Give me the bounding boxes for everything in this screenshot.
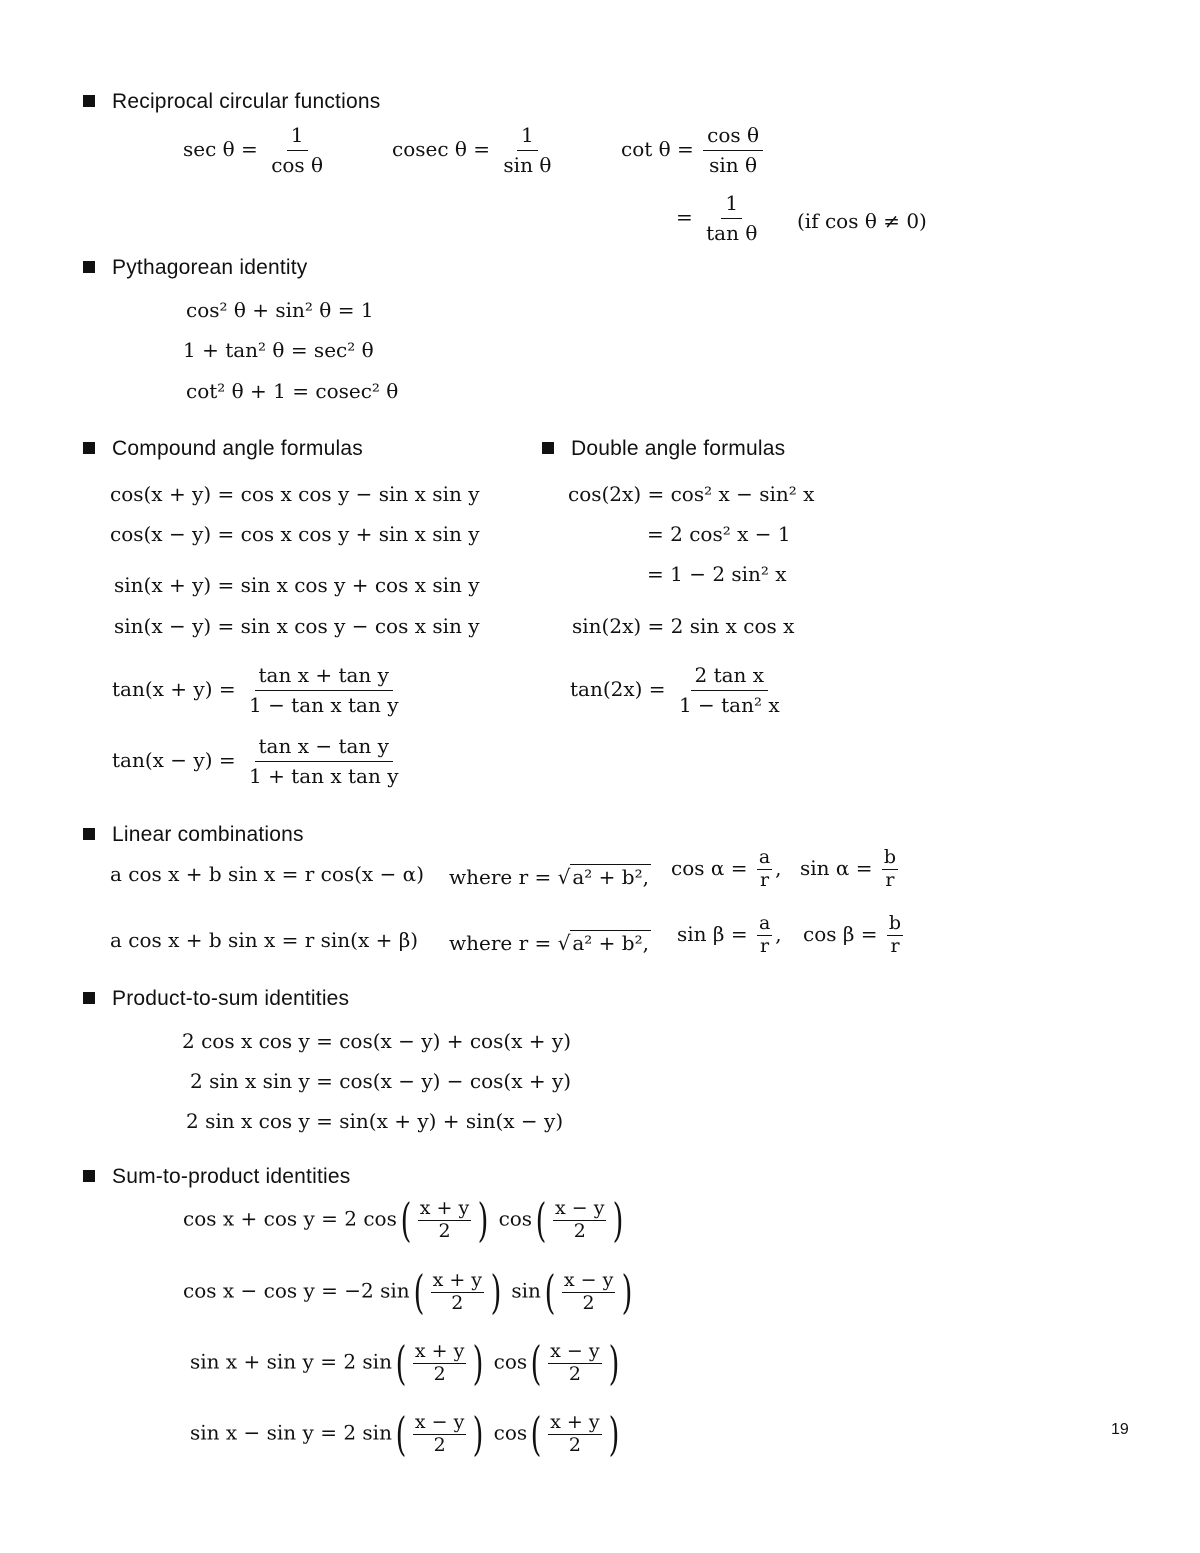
- left-paren: (: [535, 1193, 547, 1247]
- right-paren: ): [613, 1193, 624, 1247]
- function-name: cos: [493, 1349, 528, 1374]
- comma: ,: [775, 921, 782, 946]
- denominator: 1 + tan x tan y: [248, 764, 399, 788]
- numerator: x − y: [563, 1268, 614, 1291]
- pythagorean-3: cot² θ + 1 = cosec² θ: [186, 379, 399, 403]
- formula-lhs: sin x + sin y = 2 sin: [190, 1349, 392, 1374]
- numerator: x − y: [414, 1410, 465, 1433]
- heading-text: Double angle formulas: [571, 437, 786, 460]
- denominator: r: [759, 868, 770, 891]
- right-paren: ): [608, 1407, 619, 1461]
- right-paren: ): [621, 1265, 633, 1319]
- fraction: [548, 1341, 601, 1386]
- numerator: tan x + tan y: [255, 664, 393, 691]
- left-paren: (: [400, 1193, 412, 1247]
- product-to-sum-1: 2 cos x cos y = cos(x − y) + cos(x + y): [182, 1029, 572, 1053]
- heading-compound: [83, 437, 363, 461]
- fraction: [431, 1270, 484, 1315]
- bracketed-fraction: [541, 1265, 636, 1319]
- numerator: x + y: [432, 1268, 483, 1291]
- denominator: 1 − tan² x: [678, 693, 780, 717]
- formula-lhs: cos α =: [671, 855, 748, 880]
- bullet-square-icon: [83, 992, 95, 1004]
- denominator: sin θ: [709, 153, 758, 177]
- formula-cot-alt: [676, 192, 764, 245]
- bracketed-fraction: [410, 1265, 505, 1319]
- double-cos-3: = 1 − 2 sin² x: [647, 562, 787, 586]
- bullet-square-icon: [83, 828, 95, 840]
- compound-cos-sum: cos(x + y) = cos x cos y − sin x sin y: [110, 482, 480, 506]
- left-paren: (: [395, 1336, 407, 1390]
- sum-to-product-1: [183, 1193, 627, 1247]
- formula-cosec: [392, 124, 558, 177]
- formula-lhs: cos x − cos y = −2 sin: [183, 1278, 410, 1303]
- numerator: 2 tan x: [691, 664, 769, 691]
- right-paren: ): [608, 1336, 619, 1390]
- fraction: [702, 192, 761, 245]
- heading-reciprocal: [83, 90, 380, 114]
- numerator: 1: [517, 124, 538, 151]
- sqrt-radicand: a² + b²,: [572, 931, 649, 955]
- formula-lhs: sin α =: [800, 855, 873, 880]
- heading-text: Sum-to-product identities: [112, 1165, 351, 1188]
- fraction: [245, 664, 403, 717]
- heading-linear: [83, 823, 304, 847]
- compound-tan-sum: [112, 664, 406, 717]
- bracketed-fraction: [397, 1193, 492, 1247]
- numerator: 1: [287, 124, 308, 151]
- formula-sec: [183, 124, 330, 177]
- pythagorean-2: 1 + tan² θ = sec² θ: [183, 338, 374, 362]
- bracketed-fraction: [392, 1336, 487, 1390]
- fraction: [245, 735, 403, 788]
- formula-lhs: sin β =: [677, 921, 748, 946]
- double-cos-1: cos(2x) = cos² x − sin² x: [568, 482, 815, 506]
- bullet-square-icon: [542, 442, 554, 454]
- sqrt-radicand: a² + b²,: [572, 865, 649, 889]
- bracketed-fraction: [527, 1336, 622, 1390]
- heading-text: Product-to-sum identities: [112, 987, 350, 1010]
- denominator: sin θ: [503, 153, 552, 177]
- heading-text: Reciprocal circular functions: [112, 90, 381, 113]
- comma: ,: [775, 855, 782, 880]
- sum-to-product-2: [183, 1265, 636, 1319]
- formula-lhs: sec θ =: [183, 137, 258, 161]
- formula-cot: [621, 124, 766, 177]
- where-text: where r = √: [449, 931, 571, 955]
- denominator: 2: [568, 1433, 581, 1456]
- where-text: where r = √: [449, 865, 571, 889]
- fraction: [562, 1270, 615, 1315]
- numerator: tan x − tan y: [255, 735, 393, 762]
- pythagorean-1: cos² θ + sin² θ = 1: [186, 298, 374, 322]
- numerator: x + y: [550, 1410, 600, 1433]
- linear-row1-sin: [800, 847, 901, 892]
- formula-lhs: =: [676, 205, 693, 229]
- bracketed-fraction: [527, 1407, 622, 1461]
- fraction: [675, 664, 784, 717]
- heading-double: [542, 437, 785, 461]
- compound-cos-diff: cos(x − y) = cos x cos y + sin x sin y: [110, 522, 480, 546]
- heading-text: Pythagorean identity: [112, 256, 308, 279]
- denominator: 2: [433, 1362, 446, 1385]
- linear-row2-lhs: a cos x + b sin x = r sin(x + β): [110, 928, 419, 952]
- left-paren: (: [395, 1407, 407, 1461]
- bracketed-fraction: [532, 1193, 627, 1247]
- denominator: 2: [573, 1219, 586, 1242]
- denominator: 2: [568, 1362, 581, 1385]
- bullet-square-icon: [83, 95, 95, 107]
- numerator: a: [758, 846, 771, 868]
- double-tan: [570, 664, 787, 717]
- linear-row1-lhs: a cos x + b sin x = r cos(x − α): [110, 862, 424, 886]
- compound-sin-sum: sin(x + y) = sin x cos y + cos x sin y: [114, 573, 480, 597]
- formula-lhs: tan(x − y) =: [112, 748, 236, 772]
- right-paren: ): [472, 1407, 484, 1461]
- fraction: [703, 124, 763, 177]
- linear-row2-where: [449, 930, 651, 953]
- right-paren: ): [472, 1336, 484, 1390]
- denominator: 2: [438, 1219, 451, 1242]
- left-paren: (: [530, 1407, 542, 1461]
- linear-row1-cos: [671, 847, 782, 892]
- fraction: [267, 124, 327, 177]
- numerator: 1: [721, 192, 742, 219]
- formula-lhs: cosec θ =: [392, 137, 491, 161]
- heading-sum-to-product: [83, 1165, 350, 1189]
- bullet-square-icon: [83, 442, 95, 454]
- denominator: cos θ: [271, 153, 324, 177]
- function-name: cos: [498, 1206, 533, 1231]
- numerator: b: [888, 912, 902, 934]
- denominator: 2: [433, 1433, 446, 1456]
- product-to-sum-3: 2 sin x cos y = sin(x + y) + sin(x − y): [186, 1109, 564, 1133]
- double-cos-2: = 2 cos² x − 1: [647, 522, 791, 546]
- numerator: x + y: [414, 1339, 465, 1362]
- numerator: a: [758, 912, 771, 934]
- formula-lhs: cos β =: [803, 921, 878, 946]
- heading-text: Compound angle formulas: [112, 437, 363, 460]
- denominator: r: [885, 868, 895, 891]
- fraction: [548, 1412, 601, 1457]
- page-number: 19: [1111, 1421, 1129, 1438]
- fraction: [887, 913, 903, 958]
- double-sin: sin(2x) = 2 sin x cos x: [572, 614, 795, 638]
- numerator: x − y: [555, 1196, 605, 1219]
- numerator: x − y: [550, 1339, 600, 1362]
- linear-row2-sin: [677, 913, 782, 958]
- function-name: sin: [511, 1278, 541, 1303]
- denominator: r: [890, 934, 900, 957]
- bullet-square-icon: [83, 261, 95, 273]
- fraction: [499, 124, 555, 177]
- formula-lhs: cos x + cos y = 2 cos: [183, 1206, 397, 1231]
- function-name: cos: [493, 1420, 528, 1445]
- numerator: cos θ: [703, 124, 763, 151]
- formula-lhs: sin x − sin y = 2 sin: [190, 1420, 392, 1445]
- formula-lhs: tan(2x) =: [570, 677, 666, 701]
- sum-to-product-3: [190, 1336, 623, 1390]
- fraction: [882, 847, 898, 892]
- heading-text: Linear combinations: [112, 823, 304, 846]
- fraction: [757, 913, 772, 958]
- fraction: [413, 1341, 466, 1386]
- heading-pythagorean: [83, 256, 307, 280]
- denominator: 1 − tan x tan y: [248, 693, 399, 717]
- left-paren: (: [544, 1265, 556, 1319]
- numerator: x + y: [419, 1196, 470, 1219]
- formula-lhs: tan(x + y) =: [112, 677, 236, 701]
- formula-lhs: cot θ =: [621, 137, 694, 161]
- right-paren: ): [477, 1193, 489, 1247]
- linear-row2-cos: [803, 913, 906, 958]
- compound-sin-diff: sin(x − y) = sin x cos y − cos x sin y: [114, 614, 480, 638]
- bracketed-fraction: [392, 1407, 487, 1461]
- product-to-sum-2: 2 sin x sin y = cos(x − y) − cos(x + y): [190, 1069, 572, 1093]
- fraction: [553, 1198, 606, 1243]
- denominator: 2: [582, 1291, 595, 1314]
- fraction: [413, 1412, 466, 1457]
- left-paren: (: [413, 1265, 425, 1319]
- numerator: b: [883, 846, 897, 868]
- sum-to-product-4: [190, 1407, 623, 1461]
- bullet-square-icon: [83, 1170, 95, 1182]
- fraction: [757, 847, 772, 892]
- denominator: tan θ: [706, 221, 758, 245]
- linear-row1-where: [449, 864, 651, 887]
- cot-condition: (if cos θ ≠ 0): [797, 209, 927, 233]
- left-paren: (: [530, 1336, 542, 1390]
- compound-tan-diff: [112, 735, 406, 788]
- denominator: r: [760, 934, 770, 957]
- right-paren: ): [490, 1265, 502, 1319]
- denominator: 2: [451, 1291, 464, 1314]
- fraction: [418, 1198, 471, 1243]
- heading-product-to-sum: [83, 987, 349, 1011]
